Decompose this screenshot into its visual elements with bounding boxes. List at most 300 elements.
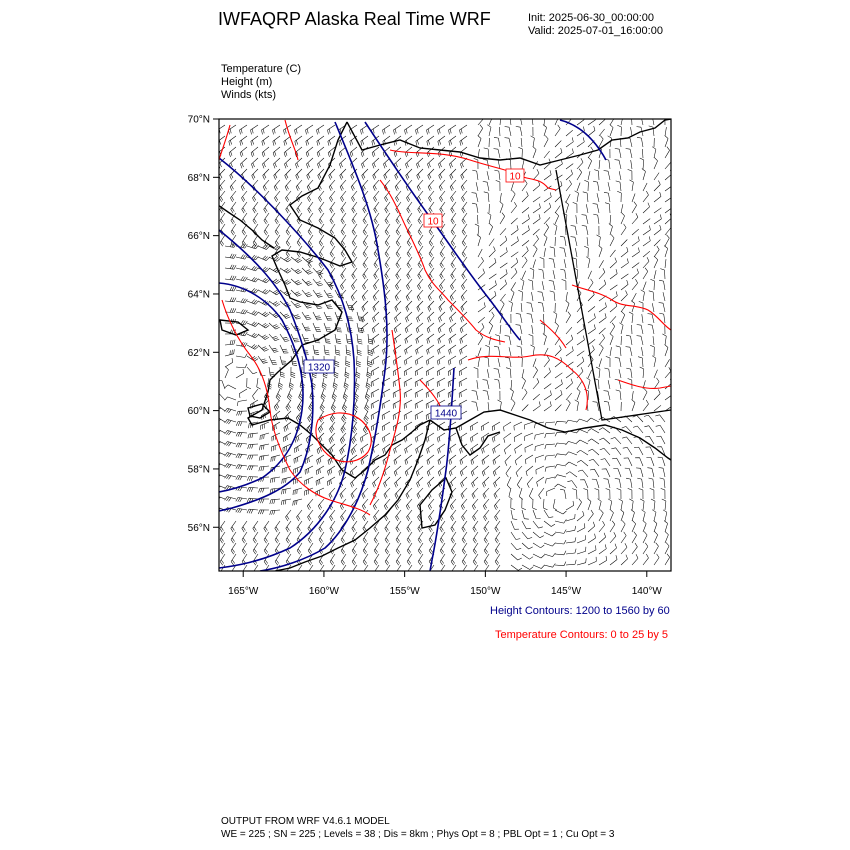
wind-barb bbox=[577, 499, 582, 510]
wind-barb bbox=[319, 246, 324, 257]
wind-barb bbox=[225, 475, 236, 480]
wind-barb bbox=[665, 543, 669, 554]
wind-barb bbox=[282, 488, 292, 494]
wind-barb bbox=[429, 257, 434, 268]
wind-barb bbox=[225, 442, 236, 447]
wind-barb bbox=[270, 510, 280, 515]
wind-barb bbox=[577, 137, 584, 147]
wind-barb bbox=[362, 301, 368, 312]
wind-barb bbox=[407, 235, 412, 246]
wind-barb bbox=[610, 323, 615, 334]
wind-barb bbox=[555, 405, 561, 411]
wind-barb bbox=[577, 183, 580, 191]
wind-barb bbox=[619, 171, 621, 180]
wind-barb bbox=[329, 433, 335, 444]
wind-barb bbox=[417, 279, 423, 290]
wind-barb bbox=[522, 543, 533, 549]
wind-barb bbox=[654, 405, 661, 411]
wind-barb bbox=[665, 532, 668, 543]
contour-label: 10 bbox=[509, 171, 521, 183]
contour-label: 1320 bbox=[307, 362, 331, 374]
wind-barb bbox=[553, 270, 555, 279]
wind-barb bbox=[646, 457, 654, 466]
wind-barb bbox=[643, 282, 646, 290]
temperature-contour bbox=[316, 413, 371, 462]
wind-barb bbox=[577, 357, 584, 367]
wind-barb bbox=[586, 204, 588, 213]
wind-barb bbox=[297, 543, 302, 554]
wind-barb bbox=[394, 455, 401, 465]
wind-barb bbox=[599, 268, 605, 279]
wind-barb bbox=[417, 180, 423, 191]
wind-barb bbox=[236, 454, 247, 459]
lat-tick-label: 66°N bbox=[187, 231, 210, 243]
wind-barb bbox=[284, 147, 291, 157]
wind-barb bbox=[522, 499, 526, 510]
wind-barb bbox=[361, 125, 369, 134]
wind-barb bbox=[374, 543, 379, 554]
wind-barb bbox=[407, 510, 413, 521]
wind-barb bbox=[626, 478, 632, 488]
wind-barb bbox=[253, 543, 258, 554]
wind-barb bbox=[612, 458, 621, 466]
wind-barb bbox=[533, 169, 539, 180]
wind-barb bbox=[543, 314, 544, 323]
wind-barb bbox=[451, 224, 456, 235]
wind-barb bbox=[236, 255, 247, 260]
wind-barb bbox=[285, 180, 291, 191]
wind-barb bbox=[242, 521, 247, 532]
wind-barb bbox=[588, 126, 595, 136]
wind-barb bbox=[351, 279, 357, 290]
wind-barb bbox=[610, 316, 616, 323]
wind-barb bbox=[475, 224, 479, 235]
wind-barb bbox=[451, 268, 456, 279]
wind-barb bbox=[280, 356, 287, 365]
wind-barb bbox=[225, 340, 235, 345]
wind-barb bbox=[258, 499, 269, 503]
wind-barb bbox=[588, 158, 592, 169]
wind-barb bbox=[396, 246, 401, 257]
wind-barb bbox=[511, 290, 514, 301]
contour-label: 1440 bbox=[434, 408, 458, 420]
wind-barb bbox=[544, 248, 546, 257]
wind-barb bbox=[505, 138, 512, 147]
wind-barb bbox=[500, 193, 501, 202]
wind-barb bbox=[231, 532, 236, 543]
wind-barb bbox=[577, 389, 580, 400]
wind-barb bbox=[632, 229, 639, 235]
wind-barb bbox=[566, 560, 576, 565]
wind-barb bbox=[307, 499, 313, 510]
wind-barb bbox=[533, 197, 540, 202]
wind-barb bbox=[615, 478, 621, 488]
wind-barb bbox=[659, 280, 665, 290]
wind-barb bbox=[328, 466, 336, 475]
wind-barb bbox=[427, 158, 434, 168]
wind-barb bbox=[240, 158, 247, 168]
wind-barb bbox=[652, 356, 656, 367]
wind-barb bbox=[626, 149, 632, 159]
wind-barb bbox=[361, 455, 368, 465]
wind-barb bbox=[247, 455, 258, 459]
wind-barb bbox=[604, 401, 610, 411]
wind-barb bbox=[642, 169, 646, 180]
wind-barb bbox=[621, 280, 628, 290]
wind-barb bbox=[511, 252, 518, 257]
wind-barb bbox=[652, 147, 656, 158]
wind-barb bbox=[476, 182, 478, 191]
wind-barb bbox=[629, 312, 633, 323]
wind-barb bbox=[275, 521, 280, 532]
coastline-north-slope bbox=[347, 119, 671, 165]
wind-barb bbox=[544, 151, 550, 158]
wind-barb bbox=[427, 466, 434, 476]
wind-barb bbox=[427, 455, 434, 465]
wind-barb bbox=[643, 203, 650, 213]
wind-barb bbox=[632, 532, 637, 543]
wind-barb bbox=[511, 510, 517, 520]
wind-barb bbox=[599, 129, 605, 136]
wind-barb bbox=[406, 290, 412, 301]
wind-barb bbox=[366, 378, 371, 389]
wind-barb bbox=[637, 137, 643, 147]
wind-barb bbox=[363, 224, 368, 235]
wind-barb bbox=[252, 169, 258, 180]
wind-barb bbox=[622, 437, 632, 444]
wind-barb bbox=[493, 466, 500, 476]
wind-barb bbox=[555, 551, 566, 555]
wind-barb bbox=[599, 115, 606, 125]
wind-barb bbox=[302, 279, 312, 286]
wind-barb bbox=[252, 389, 258, 400]
lat-tick-label: 68°N bbox=[187, 172, 210, 184]
wind-barb bbox=[363, 235, 368, 246]
wind-barb bbox=[577, 419, 588, 422]
wind-barb bbox=[489, 323, 493, 334]
wind-barb bbox=[346, 345, 351, 355]
wind-barb bbox=[351, 191, 357, 202]
wind-barb bbox=[550, 291, 555, 301]
wind-barb bbox=[494, 488, 500, 499]
wind-barb bbox=[553, 499, 557, 510]
wind-barb bbox=[665, 162, 671, 169]
wind-barb bbox=[373, 180, 379, 191]
wind-barb bbox=[295, 125, 303, 134]
wind-barb bbox=[262, 147, 269, 157]
wind-barb bbox=[461, 290, 467, 301]
wind-barb bbox=[253, 235, 258, 246]
wind-barb bbox=[619, 369, 621, 378]
wind-barb bbox=[230, 180, 236, 191]
wind-barb bbox=[601, 459, 610, 466]
wind-barb bbox=[341, 213, 346, 224]
wind-barb bbox=[367, 356, 371, 367]
wind-barb bbox=[361, 158, 368, 168]
wind-barb bbox=[654, 181, 660, 192]
wind-barb bbox=[537, 477, 544, 487]
wind-barb bbox=[588, 370, 592, 378]
wind-barb bbox=[253, 532, 258, 543]
wind-barb bbox=[610, 235, 614, 246]
wind-barb bbox=[319, 213, 324, 224]
wind-barb bbox=[440, 268, 445, 279]
wind-barb bbox=[533, 214, 540, 224]
wind-barb bbox=[339, 158, 346, 168]
wind-barb bbox=[522, 226, 529, 236]
wind-barb bbox=[459, 356, 467, 365]
wind-barb bbox=[510, 389, 514, 400]
wind-barb bbox=[524, 422, 533, 429]
wind-barb bbox=[555, 175, 562, 180]
wind-barb bbox=[317, 455, 324, 465]
wind-barb bbox=[341, 224, 346, 235]
wind-barb bbox=[553, 224, 557, 235]
wind-barb bbox=[644, 415, 654, 422]
wind-barb bbox=[319, 532, 324, 543]
wind-barb bbox=[544, 532, 555, 536]
wind-barb bbox=[471, 466, 478, 476]
wind-barb bbox=[385, 224, 390, 235]
wind-barb bbox=[593, 204, 599, 214]
wind-barb bbox=[650, 488, 654, 499]
wind-barb bbox=[437, 356, 445, 365]
wind-barb bbox=[511, 225, 518, 235]
wind-barb bbox=[396, 543, 401, 554]
wind-barb bbox=[536, 466, 544, 474]
wind-barb bbox=[566, 400, 570, 411]
temperature-contour bbox=[370, 330, 400, 505]
wind-barb bbox=[641, 116, 643, 125]
wind-barb bbox=[482, 455, 489, 465]
wind-barb bbox=[361, 136, 368, 146]
wind-barb bbox=[264, 213, 269, 224]
wind-barb bbox=[263, 180, 269, 191]
wind-barb bbox=[385, 257, 390, 268]
wind-barb bbox=[231, 224, 236, 235]
wind-barb bbox=[544, 235, 547, 246]
wind-barb bbox=[365, 389, 370, 400]
wind-barb bbox=[344, 378, 349, 389]
wind-barb bbox=[285, 169, 291, 180]
wind-barb bbox=[247, 345, 258, 350]
wind-barb bbox=[572, 489, 577, 499]
wind-barb bbox=[621, 312, 625, 323]
wind-barb bbox=[259, 455, 269, 461]
wind-barb bbox=[621, 247, 628, 257]
wind-barb bbox=[648, 324, 654, 334]
wind-barb bbox=[276, 389, 281, 400]
wind-barb bbox=[248, 433, 258, 438]
wind-barb bbox=[297, 521, 302, 532]
wind-barb bbox=[418, 224, 423, 235]
wind-barb bbox=[484, 521, 489, 532]
wind-barb bbox=[438, 158, 445, 168]
wind-barb bbox=[477, 235, 481, 246]
wind-barb bbox=[351, 433, 357, 444]
wind-barb bbox=[533, 378, 539, 389]
wind-barb bbox=[643, 257, 649, 268]
wind-barb bbox=[543, 125, 547, 136]
wind-barb bbox=[494, 379, 500, 389]
wind-barb bbox=[406, 279, 412, 290]
wind-barb bbox=[520, 279, 524, 290]
wind-barb bbox=[520, 336, 522, 345]
wind-barb bbox=[550, 247, 555, 257]
wind-barb bbox=[237, 411, 248, 416]
wind-barb bbox=[632, 263, 639, 268]
wind-barb bbox=[330, 202, 335, 213]
wind-barb bbox=[478, 215, 479, 224]
wind-barb bbox=[341, 235, 346, 246]
wind-barb bbox=[511, 521, 519, 529]
wind-barb bbox=[636, 468, 643, 477]
wind-barb bbox=[247, 509, 258, 513]
wind-barb bbox=[649, 126, 654, 136]
wind-barb bbox=[577, 460, 588, 466]
wind-barb bbox=[462, 268, 467, 279]
wind-barb bbox=[437, 378, 445, 387]
wind-barb bbox=[355, 378, 360, 389]
wind-barb bbox=[262, 158, 269, 168]
wind-barb bbox=[544, 401, 551, 411]
wind-barb bbox=[544, 170, 551, 180]
wind-barb bbox=[500, 325, 501, 334]
wind-barb bbox=[225, 265, 236, 270]
wind-barb bbox=[225, 367, 229, 378]
wind-barb bbox=[396, 235, 401, 246]
wind-barb bbox=[500, 280, 507, 290]
wind-barb bbox=[459, 378, 467, 387]
wind-barb bbox=[564, 259, 566, 268]
wind-barb bbox=[320, 400, 325, 411]
wind-barb bbox=[295, 158, 302, 168]
wind-barb bbox=[437, 433, 445, 442]
wind-barb bbox=[654, 158, 658, 169]
wind-barb bbox=[362, 169, 368, 180]
wind-barb bbox=[395, 180, 401, 191]
wind-barb bbox=[575, 248, 577, 257]
wind-barb bbox=[335, 356, 339, 367]
wind-barb bbox=[527, 115, 533, 125]
wind-barb bbox=[225, 497, 236, 502]
wind-barb bbox=[362, 279, 368, 290]
wind-barb bbox=[374, 202, 379, 213]
wind-barb bbox=[429, 235, 434, 246]
wind-barb bbox=[654, 543, 659, 554]
wind-barb bbox=[284, 422, 291, 432]
wind-barb bbox=[624, 458, 632, 466]
wind-barb bbox=[247, 466, 258, 470]
wind-barb bbox=[429, 202, 434, 213]
wind-barb bbox=[372, 323, 379, 333]
wind-barb bbox=[384, 477, 391, 487]
wind-barb bbox=[643, 400, 649, 411]
wind-barb bbox=[339, 455, 346, 465]
wind-barb bbox=[632, 391, 633, 400]
wind-barb bbox=[598, 499, 602, 510]
wind-barb bbox=[225, 349, 234, 356]
wind-barb bbox=[643, 183, 647, 191]
wind-barb bbox=[478, 249, 482, 257]
wind-barb bbox=[236, 298, 247, 303]
wind-barb bbox=[361, 312, 368, 322]
wind-barb bbox=[478, 302, 485, 312]
wind-barb bbox=[594, 170, 599, 180]
wind-barb bbox=[588, 545, 596, 554]
wind-barb bbox=[648, 314, 655, 323]
wind-barb bbox=[533, 367, 538, 378]
wind-barb bbox=[462, 510, 468, 521]
wind-barb bbox=[473, 521, 478, 532]
wind-barb bbox=[592, 479, 599, 488]
wind-barb bbox=[440, 246, 445, 257]
wind-barb bbox=[483, 181, 489, 191]
wind-barb bbox=[544, 510, 553, 518]
wind-barb bbox=[664, 521, 668, 532]
wind-barb bbox=[640, 158, 644, 169]
wind-barb bbox=[566, 335, 573, 345]
wind-barb bbox=[472, 499, 478, 510]
wind-barb bbox=[654, 215, 661, 225]
wind-barb bbox=[275, 224, 280, 235]
wind-barb bbox=[599, 438, 610, 444]
wind-barb bbox=[258, 323, 269, 328]
wind-barb bbox=[340, 180, 346, 191]
wind-barb bbox=[535, 455, 544, 463]
wind-barb bbox=[332, 389, 337, 400]
wind-barb bbox=[522, 369, 524, 378]
wind-barb bbox=[495, 510, 501, 521]
wind-barb bbox=[275, 235, 280, 246]
wind-barb bbox=[302, 323, 311, 331]
wind-barb bbox=[511, 282, 516, 290]
wind-barb bbox=[555, 475, 566, 479]
wind-barb bbox=[270, 499, 280, 504]
wind-barb bbox=[335, 345, 340, 355]
wind-barb bbox=[474, 367, 478, 378]
wind-barb bbox=[251, 125, 259, 134]
wind-barb bbox=[362, 488, 368, 499]
wind-barb bbox=[588, 314, 595, 324]
wind-barb bbox=[363, 268, 368, 279]
lon-tick-label: 150°W bbox=[470, 586, 501, 597]
wind-barb bbox=[220, 521, 225, 532]
wind-barb bbox=[294, 455, 302, 464]
wind-barb bbox=[357, 345, 362, 356]
wind-barb bbox=[522, 207, 529, 213]
wind-barb bbox=[461, 279, 467, 290]
wind-barb bbox=[406, 191, 412, 202]
wind-barb bbox=[535, 433, 544, 440]
wind-barb bbox=[289, 378, 294, 389]
wind-barb bbox=[269, 301, 280, 306]
wind-barb bbox=[632, 293, 636, 301]
wind-barb bbox=[644, 426, 654, 433]
wind-barb bbox=[371, 400, 379, 409]
wind-barb bbox=[632, 279, 638, 290]
wind-barb bbox=[352, 521, 357, 532]
wind-barb bbox=[506, 368, 511, 378]
wind-barb bbox=[637, 325, 643, 335]
wind-barb bbox=[472, 488, 478, 499]
wind-barb bbox=[461, 301, 467, 312]
wind-barb bbox=[522, 389, 527, 400]
wind-barb bbox=[247, 311, 258, 316]
wind-barb bbox=[363, 246, 368, 257]
wind-barb bbox=[219, 191, 225, 202]
wind-barb bbox=[341, 257, 346, 268]
